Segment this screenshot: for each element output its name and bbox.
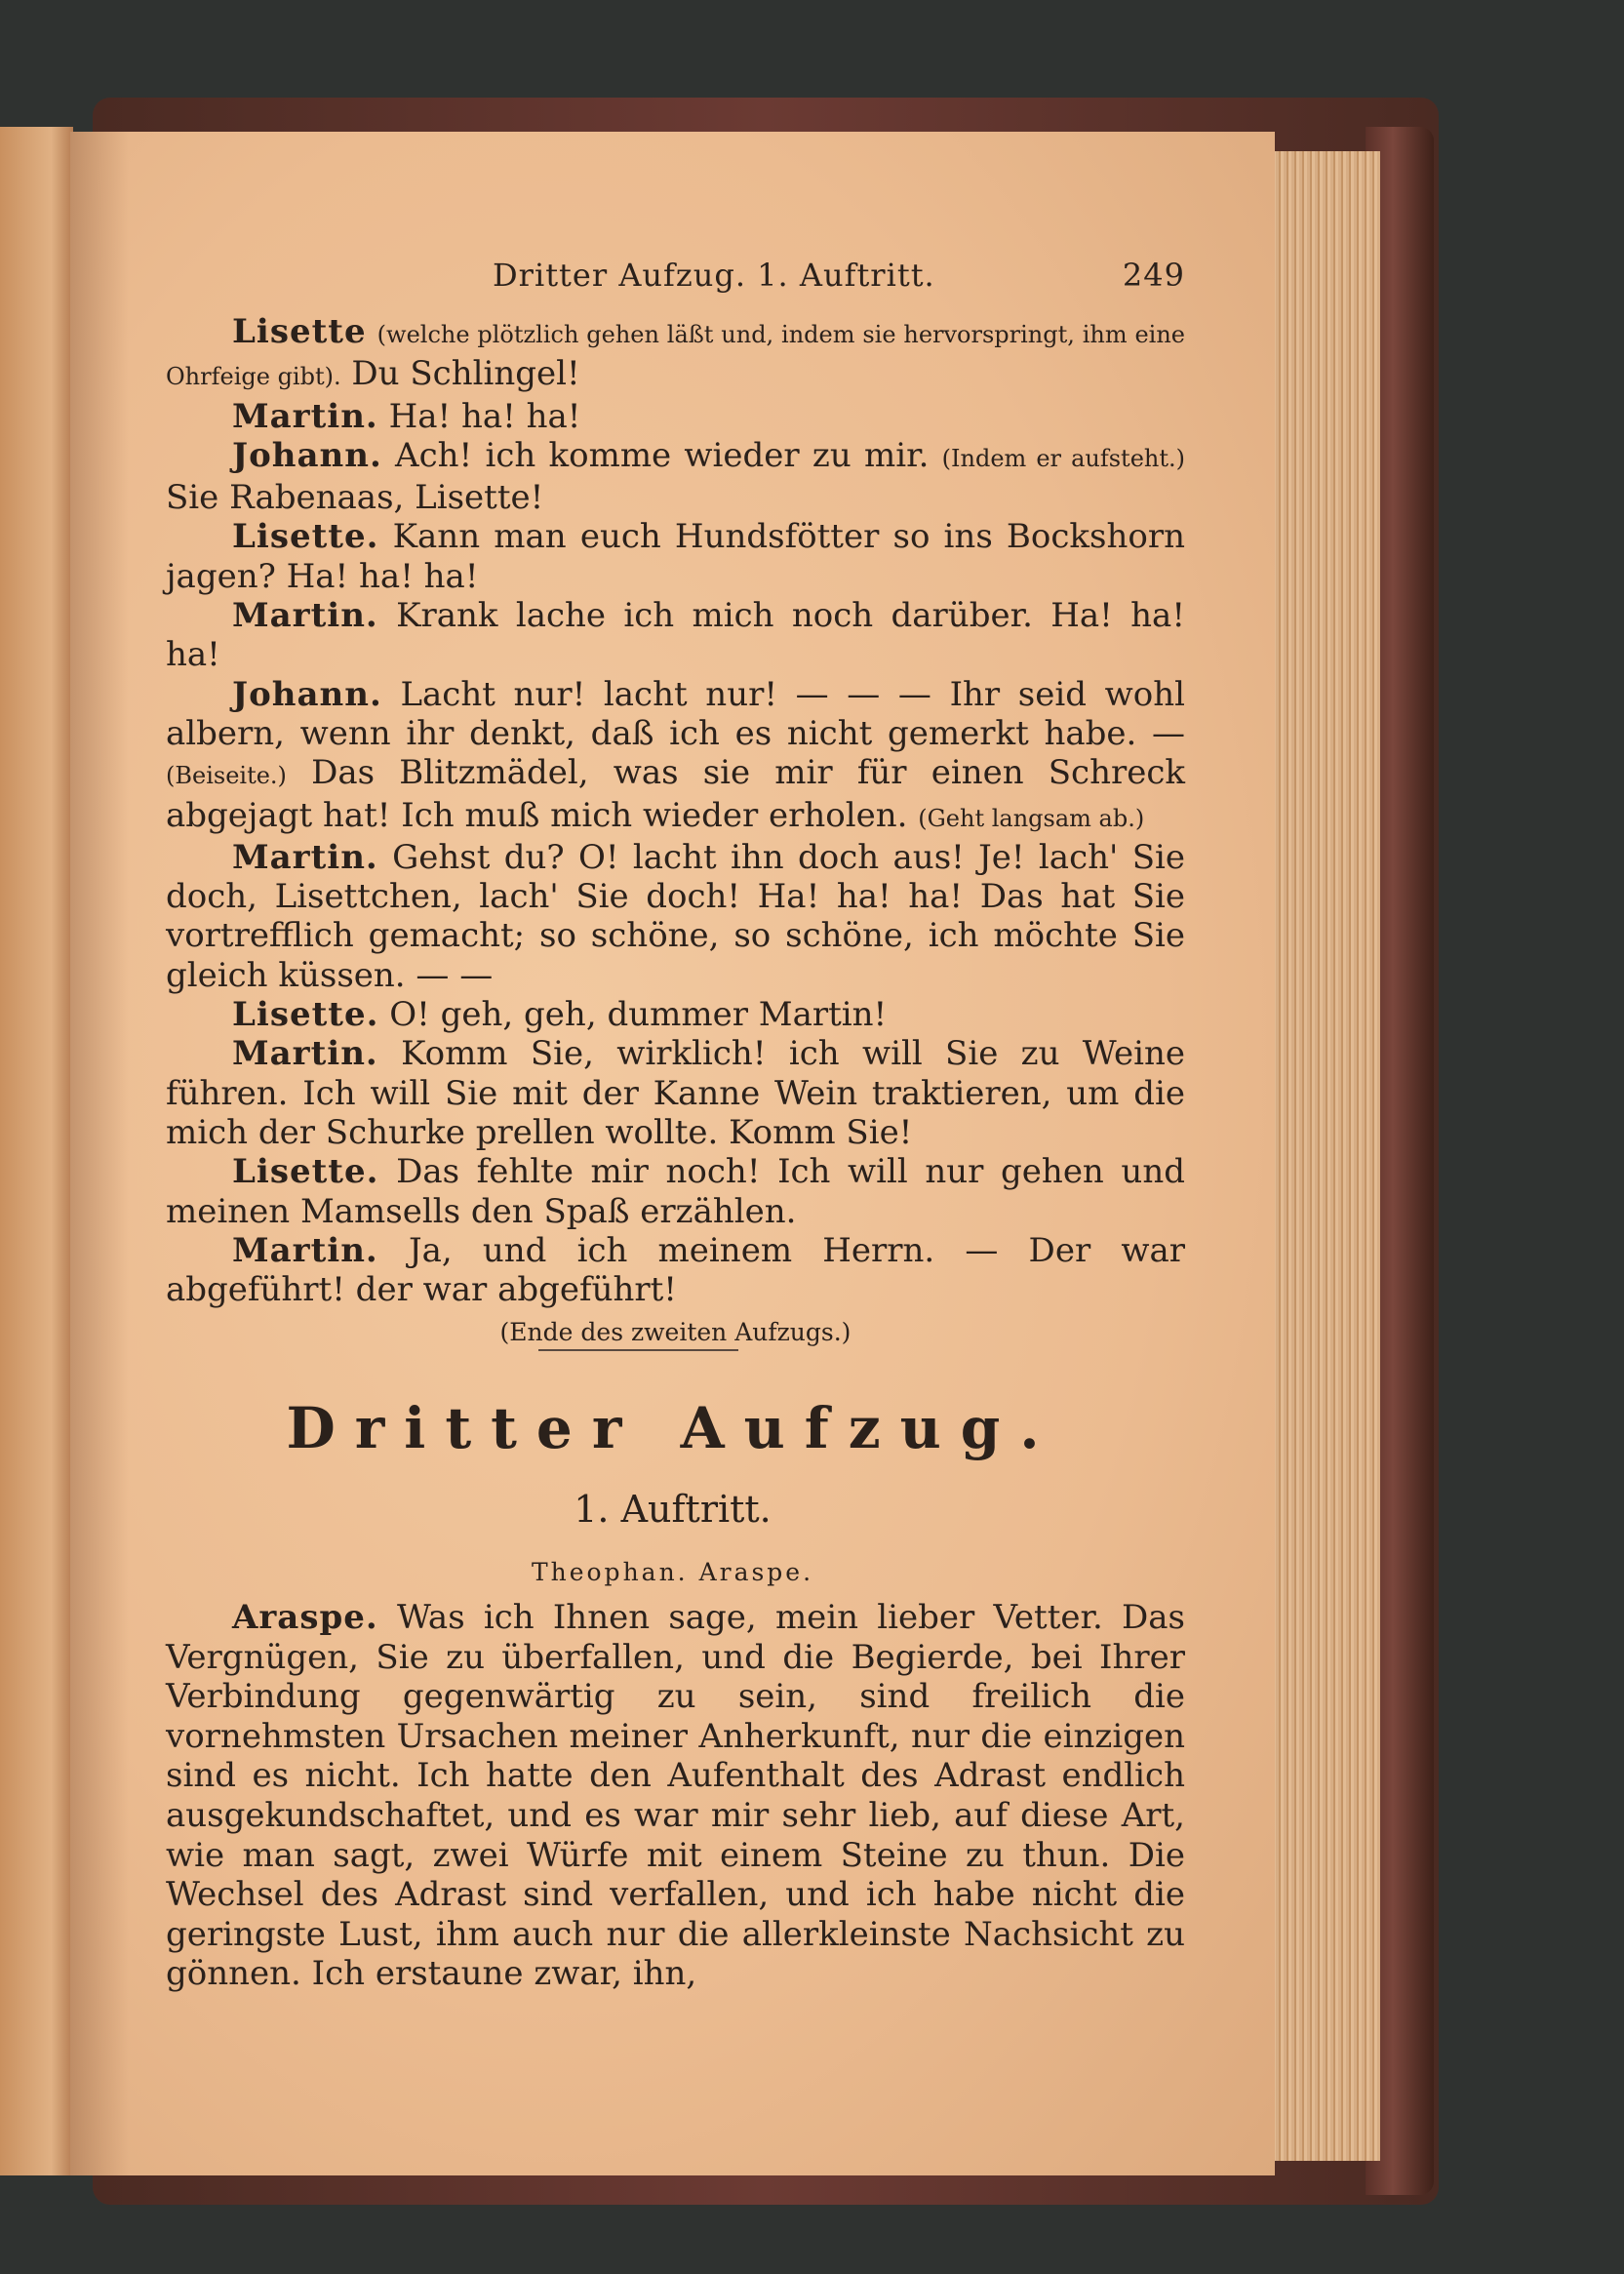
speech (166, 995, 1185, 1034)
act3-text (166, 1598, 1185, 1994)
speech (166, 1034, 1185, 1152)
page-number: 249 (1122, 257, 1185, 294)
speaker-name: Martin. (232, 1034, 378, 1074)
speech (166, 838, 1185, 995)
speaker-name: Lisette. (232, 517, 379, 557)
stage-direction: (Indem er aufsteht.) (941, 444, 1185, 472)
speaker-name: Martin. (232, 837, 378, 877)
speaker-name: Martin. (232, 596, 378, 636)
speech-text: Sie Rabenaas, Lisette! (166, 478, 544, 518)
speech (166, 1598, 1185, 1994)
speech (166, 1231, 1185, 1310)
speech (166, 436, 1185, 518)
speaker-name: Lisette. (232, 995, 379, 1035)
act2-ending-text (166, 312, 1185, 1353)
book-page (70, 132, 1275, 2175)
act-title: Dritter Aufzug. (286, 1395, 1059, 1461)
page-block-edges (1268, 151, 1380, 2161)
speaker-name: Lisette. (232, 1152, 379, 1192)
stage-direction: (Geht langsam ab.) (918, 804, 1145, 832)
speaker-name: Martin. (232, 1230, 378, 1270)
speaker-name: Lisette (232, 312, 367, 351)
previous-page-edge (0, 127, 73, 2175)
speech-text: Krank lache ich mich noch darüber. Ha! ha! ha! (166, 596, 1185, 675)
speech-text: O! geh, geh, dummer Martin! (389, 995, 888, 1035)
speech (166, 675, 1185, 838)
gutter-shadow (70, 132, 129, 2175)
stage-direction: (Beiseite.) (166, 762, 287, 790)
speaker-name: Martin. (232, 396, 378, 436)
stage-direction: (welche plötzlich gehen läßt und, indem sie hervorspringt, ihm eine Ohrfeige gibt). (166, 321, 1185, 391)
dramatis-personae: Theophan. Araspe. (531, 1558, 814, 1586)
speech-text: Kann man euch Hundsfötter so ins Bockshorn jagen? Ha! ha! ha! (166, 517, 1185, 596)
speech (166, 312, 1185, 397)
speech-text: Was ich Ihnen sage, mein lieber Vetter. Das Vergnügen, Sie zu überfallen, und die Begierde, bei Ihrer Verbindung gegenwärtig zu sein, sind freilich die vornehmsten Ursachen meiner Anherkunft, nur die einzigen sind es nicht. Ich hatte den Aufenthalt des Adrast endlich ausgekundschaftet, und es war mir sehr lieb, auf diese Art, wie man sagt, zwei Würfe mit einem Steine zu thun. Die Wechsel des Adrast sind verfallen, und ich habe nicht die geringste Lust, ihm auch nur die allerkleinste Nachsicht zu gönnen. Ich erstaune zwar, ihn, (166, 1598, 1186, 1994)
section-divider (538, 1349, 738, 1351)
speech-text: Ha! ha! ha! (388, 396, 581, 436)
speech (166, 1152, 1185, 1231)
speaker-name: Johann. (232, 435, 382, 475)
act-end-note: (Ende des zweiten Aufzugs.) (499, 1318, 852, 1347)
speech-text: Ja, und ich meinem Herrn. — Der war abgeführt! der war abgeführt! (166, 1230, 1185, 1310)
speech-text: Ach! ich komme wieder zu mir. (395, 435, 930, 475)
speech-text: Das Blitzmädel, was sie mir für einen Schreck abgejagt hat! Ich muß mich wieder erholen. (166, 753, 1186, 835)
speech (166, 397, 1185, 436)
speech-text: Du Schlingel! (351, 354, 580, 394)
speaker-name: Johann. (232, 674, 382, 714)
scene-title: 1. Auftritt. (574, 1488, 772, 1531)
running-header (166, 257, 1185, 305)
speech-text: Lacht nur! lacht nur! — — — Ihr seid wohl albern, wenn ihr denkt, daß ich es nicht gemerkt habe. — (166, 674, 1185, 753)
speech-text: Das fehlte mir noch! Ich will nur gehen und meinen Mamsells den Spaß erzählen. (166, 1152, 1185, 1231)
speech-text: Gehst du? O! lacht ihn doch aus! Je! lach' Sie doch, Lisettchen, lach' Sie doch! Ha! ha! ha! Das hat Sie vortrefflich gemacht; so schöne, so schöne, ich möchte Sie gleich küssen. — — (166, 837, 1185, 995)
speech (166, 596, 1185, 675)
speech-text: Komm Sie, wirklich! ich will Sie zu Weine führen. Ich will Sie mit der Kanne Wein traktieren, um die mich der Schurke prellen wollte. Komm Sie! (166, 1034, 1185, 1152)
speaker-name: Araspe. (232, 1598, 378, 1637)
running-title: Dritter Aufzug. 1. Auftritt. (493, 257, 935, 294)
speech (166, 517, 1185, 596)
